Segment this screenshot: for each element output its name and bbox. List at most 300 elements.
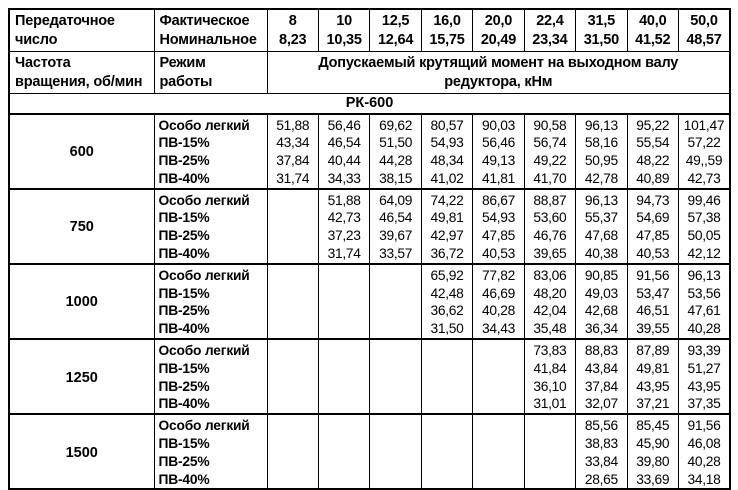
torque-values-cell — [318, 339, 369, 414]
torque-value — [525, 453, 575, 471]
speed-block-750 — [9, 189, 730, 264]
torque-value: 54,69 — [636, 210, 670, 226]
torque-value: 46,69 — [481, 285, 515, 301]
torque-value — [268, 285, 318, 303]
torque-value: 49,81 — [636, 360, 670, 376]
torque-value: 34,43 — [481, 321, 515, 337]
ratio-header-cell-8 — [679, 9, 731, 51]
torque-values-cell — [473, 339, 524, 414]
mode-label: ПВ-25% — [158, 303, 210, 319]
mode-label: Особо легкий — [158, 117, 250, 133]
torque-value: 47,85 — [636, 228, 670, 244]
torque-value — [319, 360, 369, 378]
torque-value — [268, 360, 318, 378]
torque-value — [525, 435, 575, 453]
ratio-actual-value: 10 — [336, 13, 353, 29]
torque-values-cell — [421, 414, 472, 489]
torque-value: 41,81 — [481, 170, 515, 186]
speed-block-1000 — [9, 264, 730, 339]
mode-label: ПВ-40% — [158, 170, 210, 186]
torque-value: 77,82 — [481, 267, 515, 283]
torque-value — [268, 245, 318, 263]
torque-value — [370, 360, 420, 378]
torque-value: 56,46 — [327, 117, 361, 133]
torque-value: 39,80 — [636, 453, 670, 469]
torque-value — [319, 417, 369, 435]
torque-value — [525, 417, 575, 435]
mode-label: ПВ-15% — [158, 210, 210, 226]
torque-value: 51,88 — [276, 117, 310, 133]
header-row-ratio — [9, 9, 730, 51]
torque-values-cell — [576, 339, 627, 414]
torque-value: 99,46 — [687, 192, 721, 208]
torque-value: 44,28 — [379, 153, 413, 169]
mode-label: ПВ-25% — [158, 228, 210, 244]
torque-value: 40,53 — [481, 246, 515, 262]
mode-labels-cell — [154, 264, 267, 339]
torque-value — [268, 342, 318, 360]
torque-values-cell — [576, 414, 627, 489]
torque-value: 74,22 — [430, 192, 464, 208]
torque-value: 34,18 — [687, 471, 721, 487]
torque-value: 39,67 — [379, 228, 413, 244]
ratio-nominal-value: 31,50 — [583, 32, 619, 48]
torque-value: 32,07 — [584, 396, 618, 412]
torque-value: 47,61 — [687, 303, 721, 319]
mode-label: ПВ-40% — [158, 396, 210, 412]
torque-value — [268, 417, 318, 435]
torque-value: 48,22 — [636, 153, 670, 169]
torque-value — [370, 453, 420, 471]
torque-value: 38,83 — [584, 436, 618, 452]
speed-block-600 — [9, 114, 730, 189]
torque-values-cell — [318, 114, 369, 189]
ratio-actual-value: 20,0 — [484, 13, 513, 29]
ratio-label-line1: Передаточное — [15, 13, 115, 29]
torque-value: 85,56 — [584, 418, 618, 434]
torque-value: 48,34 — [430, 153, 464, 169]
ratio-header-cell-6 — [576, 9, 627, 51]
mode-label: ПВ-15% — [158, 436, 210, 452]
torque-value: 40,44 — [327, 153, 361, 169]
torque-value: 40,38 — [584, 246, 618, 262]
ratio-nominal-value: 12,64 — [377, 32, 414, 48]
torque-value: 50,95 — [584, 153, 618, 169]
mode-labels-cell — [154, 189, 267, 264]
torque-value: 51,88 — [327, 192, 361, 208]
torque-value — [422, 360, 472, 378]
ratio-label-line2: число — [15, 32, 58, 48]
torque-value — [319, 267, 369, 285]
torque-values-cell — [473, 114, 524, 189]
torque-value — [370, 302, 420, 320]
torque-value: 33,84 — [584, 453, 618, 469]
actual-nominal-label-cell — [154, 9, 267, 51]
torque-values-cell — [421, 264, 472, 339]
torque-value: 64,09 — [379, 192, 413, 208]
torque-value: 90,85 — [584, 267, 618, 283]
mode-label: ПВ-25% — [158, 153, 210, 169]
torque-value — [319, 342, 369, 360]
speed-block-1500 — [9, 414, 730, 489]
torque-value: 51,50 — [379, 135, 413, 151]
ratio-nominal-value: 48,57 — [686, 32, 722, 48]
torque-value: 69,62 — [379, 117, 413, 133]
torque-value: 42,68 — [584, 303, 618, 319]
torque-value: 41,02 — [430, 170, 464, 186]
torque-values-cell — [473, 189, 524, 264]
torque-value: 40,28 — [687, 321, 721, 337]
torque-value: 47,68 — [584, 228, 618, 244]
mode-label: Особо легкий — [158, 418, 250, 434]
torque-value: 90,58 — [533, 117, 567, 133]
torque-value: 55,37 — [584, 210, 618, 226]
torque-value: 36,10 — [533, 378, 567, 394]
ratio-nominal-value: 15,75 — [429, 32, 465, 48]
torque-spec-table — [8, 8, 731, 490]
ratio-actual-value: 50,0 — [690, 13, 718, 29]
mode-label: ПВ-40% — [158, 471, 210, 487]
torque-value: 46,76 — [533, 228, 567, 244]
torque-value — [422, 435, 472, 453]
torque-value — [370, 435, 420, 453]
torque-value: 101,47 — [683, 117, 725, 133]
torque-values-cell — [524, 339, 575, 414]
ratio-actual-value: 22,4 — [536, 13, 564, 29]
torque-value: 40,89 — [636, 170, 670, 186]
torque-value: 38,15 — [379, 170, 413, 186]
torque-value — [268, 453, 318, 471]
mode-label: Особо легкий — [158, 343, 250, 359]
torque-value — [370, 320, 420, 338]
torque-value: 53,56 — [687, 285, 721, 301]
torque-value: 50,05 — [687, 228, 721, 244]
torque-value: 36,72 — [430, 246, 464, 262]
nominal-label: Номинальное — [159, 32, 257, 48]
torque-value: 42,78 — [584, 170, 618, 186]
torque-value: 58,16 — [584, 135, 618, 151]
torque-value: 36,62 — [430, 303, 464, 319]
mode-label: Особо легкий — [158, 267, 250, 283]
mode-col-line1: Режим — [159, 54, 206, 71]
torque-value: 46,08 — [687, 436, 721, 452]
torque-values-cell — [576, 189, 627, 264]
torque-value — [370, 267, 420, 285]
torque-values-cell — [370, 339, 421, 414]
ratio-header-cell-0 — [267, 9, 318, 51]
torque-values-cell — [627, 339, 678, 414]
torque-values-cell — [627, 114, 678, 189]
torque-values-cell — [679, 189, 731, 264]
torque-value: 37,35 — [687, 396, 721, 412]
torque-value: 49,,59 — [685, 153, 723, 169]
speed-col-line1: Частота — [15, 54, 71, 71]
torque-value — [268, 378, 318, 396]
torque-values-cell — [473, 264, 524, 339]
torque-value — [268, 209, 318, 227]
torque-values-cell — [267, 339, 318, 414]
torque-value: 54,93 — [430, 135, 464, 151]
torque-value: 33,69 — [636, 471, 670, 487]
torque-value: 41,84 — [533, 360, 567, 376]
torque-value: 85,45 — [636, 418, 670, 434]
header-row-speed-mode — [9, 51, 730, 93]
torque-title-cell — [267, 51, 730, 93]
ratio-header-cell-1 — [318, 9, 369, 51]
torque-value: 56,74 — [533, 135, 567, 151]
torque-value: 43,95 — [687, 378, 721, 394]
torque-value — [268, 302, 318, 320]
torque-value: 80,57 — [430, 117, 464, 133]
torque-value — [319, 320, 369, 338]
ratio-actual-value: 12,5 — [381, 13, 410, 29]
torque-value: 41,70 — [533, 170, 567, 186]
torque-value: 88,87 — [533, 192, 567, 208]
speed-value-cell: 600 — [9, 114, 154, 189]
torque-value — [370, 378, 420, 396]
torque-value — [268, 192, 318, 210]
actual-label: Фактическое — [159, 13, 250, 29]
torque-value — [473, 378, 523, 396]
speed-block-1250 — [9, 339, 730, 414]
mode-label: Особо легкий — [158, 192, 250, 208]
torque-value: 49,13 — [481, 153, 515, 169]
torque-value — [473, 453, 523, 471]
torque-value: 95,22 — [636, 117, 670, 133]
torque-value: 49,81 — [430, 210, 464, 226]
torque-value — [422, 342, 472, 360]
torque-value: 37,23 — [327, 228, 361, 244]
torque-value: 45,90 — [636, 436, 670, 452]
torque-value — [422, 417, 472, 435]
torque-value: 28,65 — [584, 471, 618, 487]
torque-value — [268, 395, 318, 413]
torque-values-cell — [370, 189, 421, 264]
torque-value: 94,73 — [636, 192, 670, 208]
ratio-nominal-value: 23,34 — [532, 32, 568, 48]
mode-label: ПВ-25% — [158, 378, 210, 394]
ratio-nominal-value: 41,52 — [635, 32, 671, 48]
torque-value: 55,54 — [636, 135, 670, 151]
torque-value: 31,74 — [276, 170, 310, 186]
torque-values-cell — [370, 114, 421, 189]
torque-values-cell — [267, 189, 318, 264]
torque-values-cell — [576, 264, 627, 339]
ratio-nominal-value: 20,49 — [480, 32, 517, 48]
ratio-header-cell-4 — [473, 9, 524, 51]
torque-value — [422, 378, 472, 396]
torque-value: 43,34 — [276, 135, 310, 151]
torque-values-cell — [627, 414, 678, 489]
torque-values-cell — [421, 189, 472, 264]
model-label-cell: РК-600 — [9, 93, 730, 114]
ratio-actual-value: 40,0 — [639, 13, 667, 29]
torque-value: 51,27 — [687, 360, 721, 376]
torque-values-cell — [524, 414, 575, 489]
torque-value: 96,13 — [584, 117, 618, 133]
torque-value: 42,12 — [687, 246, 721, 262]
torque-value: 57,38 — [687, 210, 721, 226]
torque-value — [268, 267, 318, 285]
torque-values-cell — [679, 114, 731, 189]
torque-value: 40,28 — [687, 453, 721, 469]
torque-value: 43,95 — [636, 378, 670, 394]
ratio-nominal-value: 10,35 — [326, 32, 362, 48]
torque-values-cell — [627, 264, 678, 339]
torque-value: 88,83 — [584, 343, 618, 359]
torque-value — [319, 302, 369, 320]
torque-value — [319, 395, 369, 413]
torque-value — [370, 395, 420, 413]
mode-labels-cell — [154, 114, 267, 189]
torque-values-cell — [267, 114, 318, 189]
torque-value: 43,84 — [584, 360, 618, 376]
torque-values-cell — [679, 339, 731, 414]
speed-value-cell: 1250 — [9, 339, 154, 414]
torque-value: 91,56 — [687, 418, 721, 434]
ratio-header-cell-7 — [627, 9, 678, 51]
torque-value — [319, 378, 369, 396]
speed-value-cell: 1000 — [9, 264, 154, 339]
torque-values-cell — [524, 114, 575, 189]
mode-label: ПВ-40% — [158, 321, 210, 337]
torque-value: 42,48 — [430, 285, 464, 301]
torque-values-cell — [318, 264, 369, 339]
ratio-actual-value: 8 — [288, 13, 297, 29]
torque-value — [422, 453, 472, 471]
torque-value: 39,55 — [636, 321, 670, 337]
ratio-header-cell-2 — [370, 9, 421, 51]
torque-value: 83,06 — [533, 267, 567, 283]
torque-values-cell — [679, 264, 731, 339]
torque-values-cell — [627, 189, 678, 264]
ratio-label-cell — [9, 9, 154, 51]
mode-label: ПВ-15% — [158, 285, 210, 301]
torque-value — [319, 435, 369, 453]
torque-value — [473, 342, 523, 360]
mode-label: ПВ-40% — [158, 246, 210, 262]
torque-value: 37,21 — [636, 396, 670, 412]
torque-value: 46,54 — [327, 135, 361, 151]
mode-col-line2: работы — [159, 73, 213, 90]
torque-values-cell — [370, 414, 421, 489]
torque-value: 86,67 — [481, 192, 515, 208]
torque-title-line2: редуктора, кНм — [444, 73, 553, 90]
torque-values-cell — [318, 414, 369, 489]
torque-value: 48,20 — [533, 285, 567, 301]
speed-col-line2: вращения, об/мин — [15, 73, 143, 90]
torque-values-cell — [473, 414, 524, 489]
torque-value: 49,22 — [533, 153, 567, 169]
torque-value: 53,47 — [636, 285, 670, 301]
ratio-actual-value: 31,5 — [587, 13, 616, 29]
torque-value — [268, 320, 318, 338]
torque-value: 42,97 — [430, 228, 464, 244]
torque-values-cell — [370, 264, 421, 339]
torque-values-cell — [524, 189, 575, 264]
torque-values-cell — [267, 414, 318, 489]
torque-value: 42,73 — [687, 170, 721, 186]
torque-value: 40,53 — [636, 246, 670, 262]
torque-value: 46,54 — [379, 210, 413, 226]
torque-value: 33,57 — [379, 246, 413, 262]
mode-column-label-cell — [154, 51, 267, 93]
torque-value: 73,83 — [533, 343, 567, 359]
torque-value — [473, 360, 523, 378]
torque-value — [473, 417, 523, 435]
torque-values-cell — [318, 189, 369, 264]
torque-value: 42,04 — [533, 303, 567, 319]
torque-title-line1: Допускаемый крутящий момент на выходном валу — [318, 54, 679, 71]
torque-value: 90,03 — [481, 117, 515, 133]
torque-value: 53,60 — [533, 210, 567, 226]
torque-value: 31,01 — [533, 396, 567, 412]
torque-value: 96,13 — [584, 192, 618, 208]
torque-value: 54,93 — [481, 210, 515, 226]
mode-label: ПВ-15% — [158, 135, 210, 151]
torque-value: 40,28 — [481, 303, 515, 319]
torque-value: 56,46 — [481, 135, 515, 151]
speed-value-cell: 1500 — [9, 414, 154, 489]
speed-column-label-cell — [9, 51, 154, 93]
model-row — [9, 93, 730, 114]
mode-labels-cell — [154, 339, 267, 414]
torque-value: 91,56 — [636, 267, 670, 283]
torque-values-cell — [421, 114, 472, 189]
ratio-nominal-value: 8,23 — [279, 32, 307, 48]
torque-value: 34,33 — [327, 170, 361, 186]
torque-value: 46,51 — [636, 303, 670, 319]
torque-values-cell — [421, 339, 472, 414]
torque-value: 31,50 — [430, 321, 464, 337]
torque-value: 57,22 — [687, 135, 721, 151]
torque-value: 37,84 — [584, 378, 618, 394]
torque-value: 36,34 — [584, 321, 618, 337]
torque-value: 96,13 — [687, 267, 721, 283]
mode-label: ПВ-25% — [158, 453, 210, 469]
torque-value — [473, 435, 523, 453]
torque-value: 42,73 — [327, 210, 361, 226]
torque-value: 39,65 — [533, 246, 567, 262]
torque-value: 47,85 — [481, 228, 515, 244]
torque-value — [268, 227, 318, 245]
ratio-actual-value: 16,0 — [433, 13, 461, 29]
torque-value — [473, 395, 523, 413]
torque-values-cell — [267, 264, 318, 339]
ratio-header-cell-3 — [421, 9, 472, 51]
torque-value: 93,39 — [687, 343, 721, 359]
torque-value — [370, 342, 420, 360]
torque-value — [319, 453, 369, 471]
torque-values-cell — [679, 414, 731, 489]
torque-value — [370, 285, 420, 303]
ratio-header-cell-5 — [524, 9, 575, 51]
torque-value: 65,92 — [430, 267, 464, 283]
torque-value: 49,03 — [584, 285, 618, 301]
torque-values-cell — [576, 114, 627, 189]
mode-label: ПВ-15% — [158, 360, 210, 376]
speed-value-cell: 750 — [9, 189, 154, 264]
torque-values-cell — [524, 264, 575, 339]
torque-value: 87,89 — [636, 343, 670, 359]
torque-value — [422, 395, 472, 413]
torque-value: 35,48 — [533, 321, 567, 337]
torque-value: 31,74 — [327, 246, 361, 262]
torque-value: 37,84 — [276, 153, 310, 169]
torque-value — [370, 417, 420, 435]
torque-value — [319, 285, 369, 303]
torque-value — [268, 435, 318, 453]
